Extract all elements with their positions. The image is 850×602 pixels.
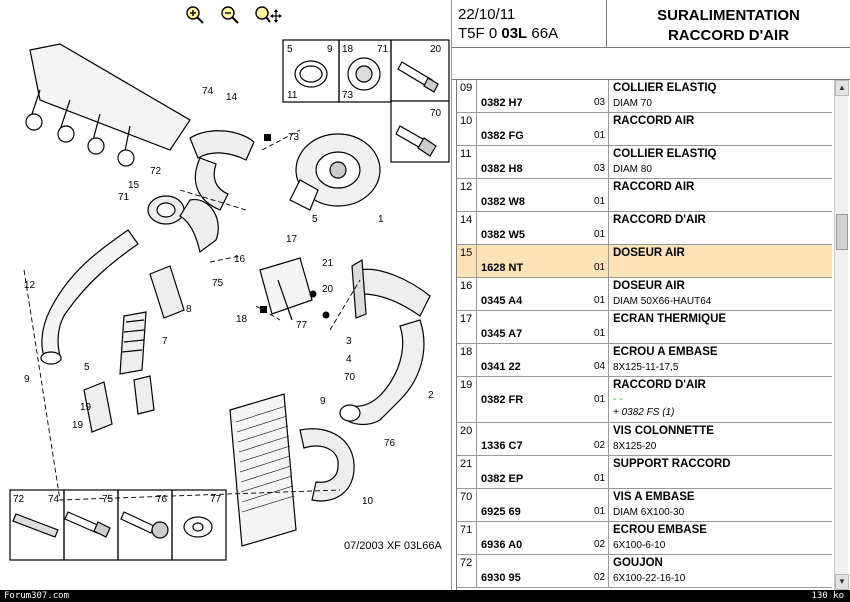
part-name: COLLIER ELASTIQ [613, 148, 717, 160]
section-title: SURALIMENTATION RACCORD D'AIR [657, 7, 800, 44]
part-description: DIAM 80 [613, 164, 652, 175]
part-reference: 0382 W8 [481, 196, 526, 208]
item-index: 72 [457, 555, 477, 588]
part-quantity: 01 [591, 212, 609, 245]
callout-label: 16 [234, 254, 246, 265]
callout-label: 9 [327, 44, 333, 55]
table-row[interactable] [457, 456, 832, 489]
callout-label: 17 [286, 234, 298, 245]
callout-label: 71 [118, 192, 130, 203]
callout-label: 19 [72, 420, 84, 431]
callout-label: 73 [342, 90, 354, 101]
callout-label: 8 [186, 304, 192, 315]
part-reference: 1336 C7 [481, 440, 523, 452]
part-quantity: 01 [591, 113, 609, 146]
item-index: 18 [457, 344, 477, 377]
table-row[interactable] [457, 522, 832, 555]
table-row[interactable] [457, 179, 832, 212]
part-name: SUPPORT RACCORD [613, 458, 731, 470]
callout-label: 18 [236, 314, 248, 325]
table-row[interactable] [457, 113, 832, 146]
callout-label: 75 [212, 278, 224, 289]
table-row[interactable] [457, 423, 832, 456]
site-label: Forum307.com [4, 591, 70, 601]
diagram-reference: T5F 0 03L 66A [458, 25, 559, 42]
part-reference: 0382 FG [481, 130, 524, 142]
item-index: 14 [457, 212, 477, 245]
part-quantity: 01 [591, 311, 609, 344]
item-index: 10 [457, 113, 477, 146]
callout-label: 72 [150, 166, 162, 177]
part-reference: 0341 22 [481, 361, 521, 373]
part-description: DIAM 6X100-30 [613, 507, 685, 518]
file-size: 130 ko [811, 591, 844, 601]
part-name: DOSEUR AIR [613, 247, 685, 259]
callout-label: 10 [362, 496, 374, 507]
table-row[interactable] [457, 146, 832, 179]
item-index: 11 [457, 146, 477, 179]
scroll-thumb[interactable] [836, 214, 848, 250]
callout-label: 74 [48, 494, 60, 505]
part-reference: 0382 FR [481, 394, 524, 406]
part-quantity: 02 [591, 522, 609, 555]
parts-header [452, 0, 850, 48]
table-row[interactable] [457, 377, 832, 423]
item-index: 70 [457, 489, 477, 522]
part-alternative: + 0382 FS (1) [613, 407, 675, 418]
parts-pane [452, 0, 850, 590]
item-index: 16 [457, 278, 477, 311]
vertical-scrollbar[interactable] [834, 80, 848, 590]
callout-label: 70 [344, 372, 356, 383]
part-quantity: 01 [591, 489, 609, 522]
catalog-date: 22/10/11 [458, 6, 516, 23]
part-name: COLLIER ELASTIQ [613, 82, 717, 94]
pan-zoom-icon[interactable] [254, 5, 284, 25]
callout-label: 74 [202, 86, 214, 97]
part-name: RACCORD D'AIR [613, 379, 706, 391]
item-index: 12 [457, 179, 477, 212]
part-name: VIS A EMBASE [613, 491, 695, 503]
callout-label: 14 [226, 92, 238, 103]
callout-label: 12 [24, 280, 36, 291]
item-index: 21 [457, 456, 477, 489]
item-index: 71 [457, 522, 477, 555]
callout-label: 73 [288, 132, 300, 143]
part-quantity: 01 [591, 377, 609, 423]
part-reference: 0345 A7 [481, 328, 523, 340]
part-description: 8X125-20 [613, 441, 657, 452]
parts-table [456, 80, 832, 590]
item-index: 15 [457, 245, 477, 278]
callout-label: 77 [210, 494, 222, 505]
part-name: GOUJON [613, 557, 663, 569]
callout-label: 5 [287, 44, 293, 55]
callout-label: 21 [322, 258, 334, 269]
part-reference: 0382 H7 [481, 97, 523, 109]
exploded-parts-diagram [0, 30, 452, 590]
zoom-in-icon[interactable] [184, 5, 206, 25]
part-description: 8X125-11-17,5 [613, 362, 679, 373]
part-name: VIS COLONNETTE [613, 425, 714, 437]
part-description: 6X100-6-10 [613, 540, 666, 551]
callout-label: 75 [102, 494, 114, 505]
part-reference: 6925 69 [481, 506, 521, 518]
callout-label: 15 [128, 180, 140, 191]
callout-label: 3 [346, 336, 352, 347]
part-variant-dash: - - [613, 394, 623, 405]
callout-label: 20 [322, 284, 334, 295]
callout-label: 4 [346, 354, 352, 365]
zoom-out-icon[interactable] [219, 5, 241, 25]
table-row[interactable] [457, 555, 832, 588]
table-row[interactable] [457, 80, 832, 113]
scroll-up-icon[interactable]: ▲ [835, 80, 849, 96]
table-row[interactable] [457, 278, 832, 311]
part-reference: 6930 95 [481, 572, 521, 584]
item-index: 17 [457, 311, 477, 344]
callout-label: 9 [320, 396, 326, 407]
part-quantity: 02 [591, 555, 609, 588]
table-row[interactable] [457, 245, 832, 278]
callout-label: 71 [377, 44, 389, 55]
callout-label: 76 [156, 494, 168, 505]
part-name: ECRAN THERMIQUE [613, 313, 727, 325]
callout-label: 5 [84, 362, 90, 373]
table-row[interactable] [457, 311, 832, 344]
part-quantity: 03 [591, 146, 609, 179]
item-index: 20 [457, 423, 477, 456]
part-quantity: 02 [591, 423, 609, 456]
part-quantity: 03 [591, 80, 609, 113]
callout-label: 11 [287, 90, 298, 101]
callout-label: 7 [162, 336, 168, 347]
part-description: 6X100-22-16-10 [613, 573, 686, 584]
part-quantity: 04 [591, 344, 609, 377]
scroll-down-icon[interactable]: ▼ [835, 574, 849, 590]
item-index: 19 [457, 377, 477, 423]
part-reference: 0382 EP [481, 473, 524, 485]
part-quantity: 01 [591, 278, 609, 311]
part-name: RACCORD D'AIR [613, 214, 706, 226]
part-quantity: 01 [591, 245, 609, 278]
table-row[interactable] [457, 212, 832, 245]
part-quantity: 01 [591, 179, 609, 212]
diagram-caption: 07/2003 XF 03L66A [344, 540, 442, 552]
part-name: RACCORD AIR [613, 115, 695, 127]
callout-label: 20 [430, 44, 442, 55]
part-name: ECROU A EMBASE [613, 346, 718, 358]
part-quantity: 01 [591, 456, 609, 489]
part-reference: 1628 NT [481, 262, 524, 274]
part-name: RACCORD AIR [613, 181, 695, 193]
callout-label: 18 [342, 44, 354, 55]
table-row[interactable] [457, 344, 832, 377]
callout-label: 72 [13, 494, 25, 505]
part-reference: 6936 A0 [481, 539, 523, 551]
part-description: DIAM 70 [613, 98, 652, 109]
callout-label: 77 [296, 320, 308, 331]
callout-label: 76 [384, 438, 396, 449]
callout-label: 9 [24, 374, 30, 385]
callout-label: 2 [428, 390, 434, 401]
item-index: 09 [457, 80, 477, 113]
part-name: DOSEUR AIR [613, 280, 685, 292]
part-name: ECROU EMBASE [613, 524, 707, 536]
callout-label: 5 [312, 214, 318, 225]
callout-label: 70 [430, 108, 442, 119]
zoom-toolbar [0, 0, 452, 30]
part-description: DIAM 50X66-HAUT64 [613, 296, 712, 307]
status-bar [0, 590, 850, 602]
table-row[interactable] [457, 489, 832, 522]
part-reference: 0345 A4 [481, 295, 523, 307]
callout-label: 19 [80, 402, 92, 413]
callout-label: 1 [378, 214, 384, 225]
part-reference: 0382 H8 [481, 163, 523, 175]
part-reference: 0382 W5 [481, 229, 526, 241]
